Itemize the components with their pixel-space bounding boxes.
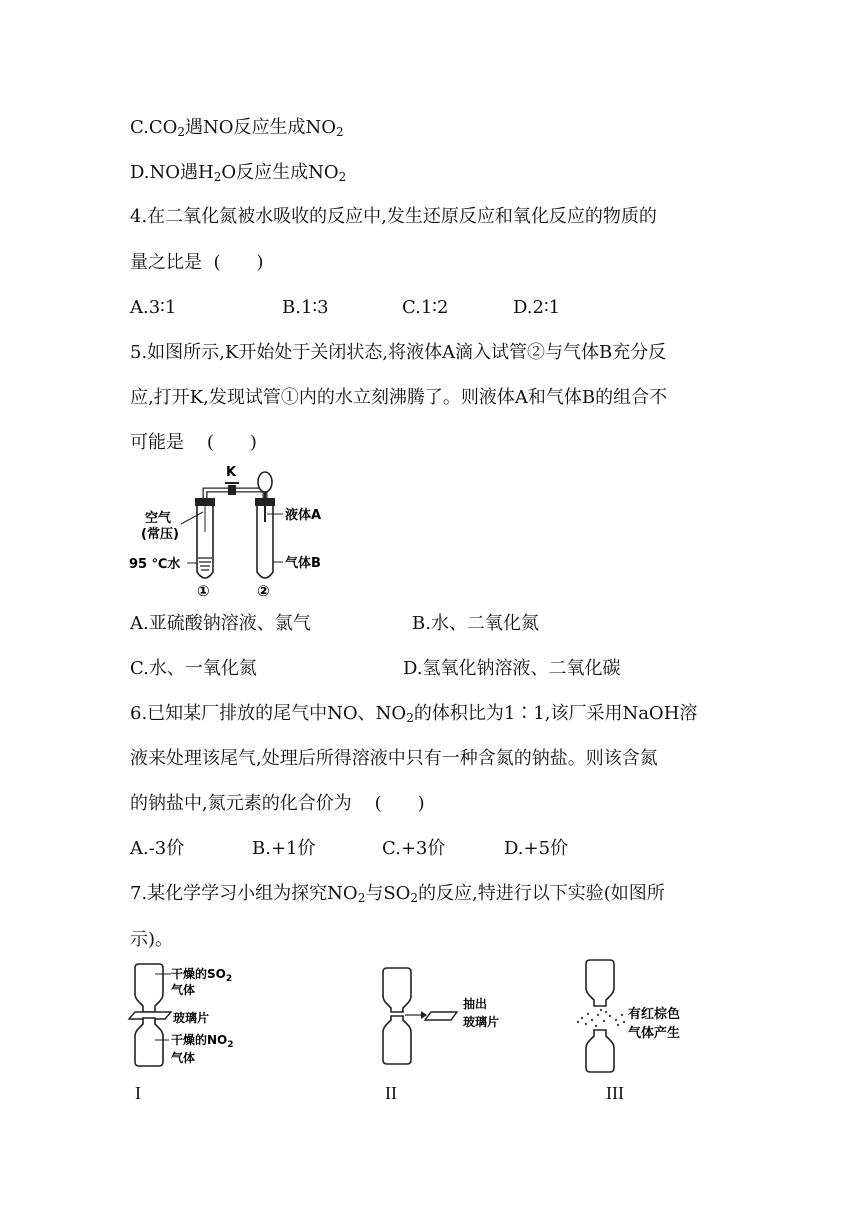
- label-so2-gas: 气体: [171, 983, 196, 997]
- q4-stem-line1: 4.在二氧化氮被水吸收的反应中,发生还原反应和氧化反应的物质的: [130, 206, 657, 227]
- q5-option-b: B.水、二氧化氮: [412, 613, 539, 634]
- answer-paren: ( ): [374, 793, 425, 814]
- label-pull-out: 抽出: [463, 997, 488, 1011]
- q7-stem-line2: 示)。: [130, 929, 174, 950]
- q7-figure-ii: [375, 962, 525, 1074]
- figure-label-i: I: [135, 1083, 141, 1103]
- q5-stem-line3: 可能是 ( ): [130, 432, 257, 453]
- label-tube-1: ①: [197, 582, 210, 600]
- q7-stem-line1: 7.某化学学习小组为探究$NO_2$与$SO_2$的反应,特进行以下实验(如图所: [130, 883, 665, 905]
- label-water: 95 ℃水: [129, 557, 181, 572]
- q6-option-c: C.+3价: [382, 838, 446, 859]
- q6-option-d: D.+5价: [504, 838, 569, 859]
- q4-stem-line2: 量之比是 ( ): [130, 252, 264, 273]
- q4-option-d: D.2∶1: [513, 297, 561, 318]
- q4-option-b: B.1∶3: [282, 297, 329, 318]
- label-pressure: (常压): [141, 527, 179, 542]
- q5-stem-line2: 应,打开K,发现试管①内的水立刻沸腾了。则液体A和气体B的组合不: [130, 387, 668, 408]
- label-k: K: [226, 465, 237, 480]
- label-air: 空气: [145, 511, 172, 526]
- q6-option-b: B.+1价: [252, 838, 316, 859]
- q4-option-c: C.1∶2: [402, 297, 449, 318]
- q5-apparatus-figure: [125, 462, 345, 600]
- label-liquid-a: 液体A: [285, 508, 322, 523]
- label-no2-gas: 气体: [171, 1051, 196, 1065]
- q5-option-a: A.亚硫酸钠溶液、氯气: [130, 613, 311, 634]
- red-brown-gas-dots: [577, 1009, 625, 1027]
- test-tube-1: [195, 498, 215, 578]
- figure-label-ii: II: [385, 1083, 397, 1103]
- q6-stem-line1: 6.已知某厂排放的尾气中NO、$NO_2$的体积比为1∶1,该厂采用NaOH溶: [130, 703, 698, 725]
- label-gas-produced: 气体产生: [628, 1026, 681, 1041]
- q3-option-d: D.NO遇$H_2O$反应生成$NO_2$: [130, 162, 347, 184]
- q6-stem-line2: 液来处理该尾气,处理后所得溶液中只有一种含氮的钠盐。则该含氮: [130, 748, 658, 769]
- q6-stem-line3: 的钠盐中,氮元素的化合价为 ( ): [130, 793, 425, 814]
- answer-paren: ( ): [206, 432, 257, 453]
- q7-figure-i: [125, 962, 265, 1074]
- q5-option-d: D.氢氧化钠溶液、二氧化碳: [403, 658, 621, 679]
- q5-stem-line1: 5.如图所示,K开始处于关闭状态,将液体A滴入试管②与气体B充分反: [130, 342, 667, 363]
- answer-paren: ( ): [213, 252, 264, 273]
- label-dry-so2: 干燥的$SO_2$: [171, 967, 233, 984]
- label-tube-2: ②: [257, 582, 270, 600]
- q4-option-a: A.3∶1: [130, 297, 177, 318]
- label-glass-plate: 玻璃片: [463, 1015, 500, 1029]
- q5-option-c: C.水、一氧化氮: [130, 658, 257, 679]
- label-glass-plate: 玻璃片: [173, 1011, 210, 1025]
- figure-label-iii: III: [606, 1083, 624, 1103]
- q3-option-c: $C.CO_2$遇NO反应生成$NO_2$: [130, 117, 344, 139]
- q6-option-a: A.-3价: [130, 838, 185, 859]
- label-gas-b: 气体B: [285, 556, 321, 571]
- label-dry-no2: 干燥的$NO_2$: [171, 1033, 234, 1050]
- label-red-brown: 有红棕色: [628, 1007, 681, 1022]
- q7-figure-iii: [572, 958, 722, 1074]
